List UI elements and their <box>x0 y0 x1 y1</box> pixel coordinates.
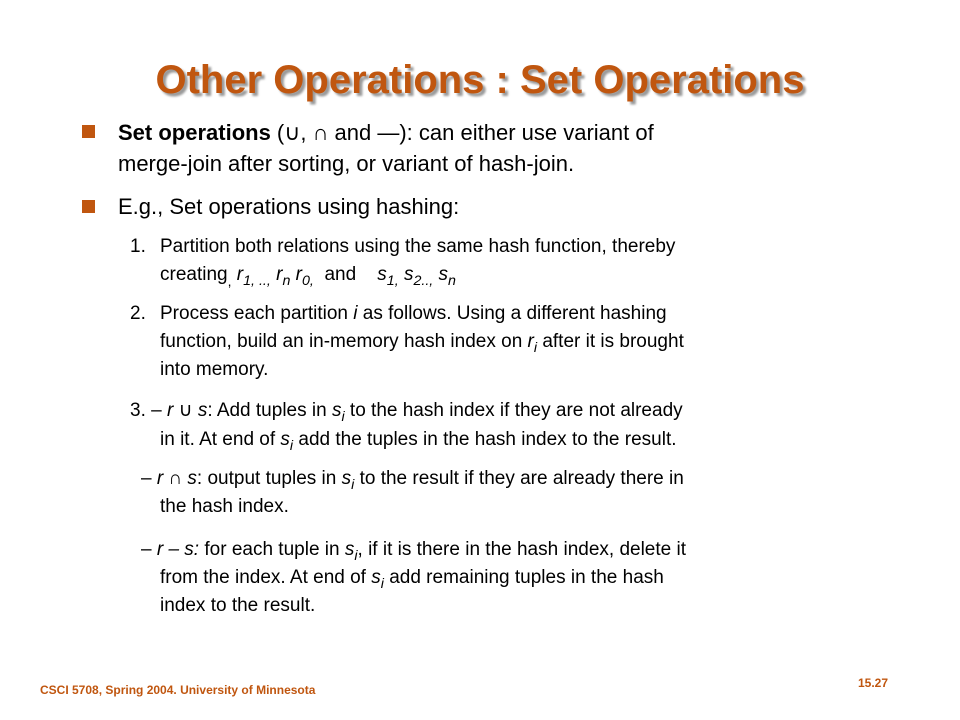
s-var: s <box>187 468 197 489</box>
comma: , <box>300 120 313 145</box>
s-var: s <box>280 429 290 450</box>
bullet-2-text: E.g., Set operations using hashing: <box>118 194 460 219</box>
r-subscript-0: 0, <box>302 272 314 289</box>
text: , if it is there in the hash index, delete it <box>357 539 686 560</box>
s-subscript-n: n <box>448 272 456 289</box>
step-1-line-1: Partition both relations using the same hash function, thereby <box>160 236 676 257</box>
step-3c-line-3: index to the result. <box>160 595 316 616</box>
r-var: r <box>156 468 164 489</box>
step-1-number: 1. <box>130 236 146 257</box>
s-subscript-2: 2.., <box>413 272 434 289</box>
dash: – <box>141 468 152 489</box>
dash: – <box>151 400 162 421</box>
difference-expr: r – s: <box>156 539 200 560</box>
s-var: s <box>341 468 352 489</box>
footer-course: CSCI 5708, Spring 2004. University of Minnesota <box>40 683 316 697</box>
paren-open: ( <box>270 120 285 145</box>
text: for each tuple in <box>199 539 345 560</box>
text: to the hash index if they are not already <box>344 400 683 421</box>
r-subscript-i: i <box>533 339 538 356</box>
difference-symbol: — <box>377 120 400 145</box>
slide-number: 15.27 <box>857 676 888 690</box>
separator-comma: , <box>227 273 232 289</box>
text: after it is brought <box>537 331 684 352</box>
r-var: r <box>236 264 244 285</box>
slide-title: Other Operations : Set Operations <box>155 58 805 102</box>
step-3-number: 3. <box>130 400 146 421</box>
s-var: s <box>377 264 387 285</box>
bullet-square-icon <box>82 125 95 138</box>
step-2-line-1 <box>160 300 667 328</box>
r-var: r <box>527 331 534 352</box>
step-3c-line-2 <box>160 564 664 592</box>
s-var: s <box>331 400 342 421</box>
r-var: r <box>295 264 302 285</box>
text: from the index. At end of <box>160 567 372 588</box>
union-symbol: ∪ <box>284 120 301 145</box>
and-text: and <box>328 120 378 145</box>
text: : output tuples in <box>196 468 342 489</box>
s-subscript-i: i <box>289 437 294 454</box>
bullet-1-line-1 <box>118 117 654 148</box>
s-var: s <box>197 400 208 421</box>
s-var: s <box>344 539 355 560</box>
s-var: s <box>403 264 414 285</box>
step-3-line-1 <box>130 397 683 425</box>
step-3b-line-1 <box>141 465 684 493</box>
step-3-line-2 <box>160 426 677 454</box>
and-text: and <box>324 264 357 285</box>
step-2-line-3: into memory. <box>160 359 269 380</box>
creating-text: creating <box>160 264 228 285</box>
step-1-line-2 <box>160 261 456 295</box>
s-subscript-i: i <box>351 476 355 493</box>
step-2-number: 2. <box>130 303 146 324</box>
text: in it. At end of <box>160 429 281 450</box>
bullet-1-line-2: merge-join after sorting, or variant of hash-join. <box>118 151 575 176</box>
text: as follows. Using a different hashing <box>357 303 667 324</box>
s-var: s <box>371 567 381 588</box>
text: : Add tuples in <box>207 400 332 421</box>
r-var: r <box>167 400 174 421</box>
bullet-1-bold: Set operations <box>118 120 271 145</box>
union-symbol: ∪ <box>178 400 193 421</box>
r-subscript-n: n <box>282 272 291 289</box>
step-3b-line-2: the hash index. <box>160 496 289 517</box>
intersect-symbol: ∩ <box>168 468 183 489</box>
text: function, build an in-memory hash index on <box>160 331 528 352</box>
text: add the tuples in the hash index to the result. <box>293 429 677 450</box>
intersect-symbol: ∩ <box>312 120 329 145</box>
s-subscript-i: i <box>380 575 384 592</box>
r-subscripts: 1, .., <box>243 272 271 289</box>
step-3c-line-1 <box>141 536 686 564</box>
s-subscript-i: i <box>341 408 345 425</box>
step-2-line-2 <box>160 328 684 356</box>
s-var: s <box>438 264 449 285</box>
s-subscript-1: 1, <box>386 272 399 289</box>
text: add remaining tuples in the hash <box>383 567 664 588</box>
bullet-1-rest: ): can either use variant of <box>399 120 654 145</box>
s-subscript-i: i <box>354 547 358 564</box>
text: to the result if they are already there in <box>354 468 684 489</box>
r-var: r <box>276 264 283 285</box>
text: Process each partition <box>160 303 354 324</box>
dash: – <box>141 539 152 560</box>
bullet-square-icon <box>82 200 95 213</box>
i-var: i <box>353 303 358 324</box>
